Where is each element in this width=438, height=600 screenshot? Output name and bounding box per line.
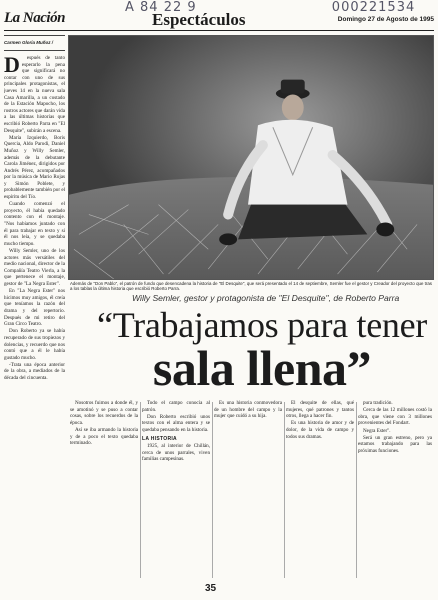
section-title: Espectáculos bbox=[152, 10, 246, 29]
intro-paragraph: -Trata una época anterior de la obra, a mediados de la década del cincuenta. bbox=[4, 361, 65, 382]
body-paragraph: Nosotros fuimos a donde él, y se amotinó y se puso a contar cosas, sobre los recuerdos de la época. bbox=[70, 400, 138, 426]
column-divider bbox=[284, 402, 285, 578]
issue-date: Domingo 27 de Agosto de 1995 bbox=[337, 16, 434, 23]
feature-photo bbox=[68, 35, 434, 280]
intro-paragraph: En "La Negra Ester" nos hicimos muy amigos, él creía que teníamos la razón del drama y del repertorio. Después de mi retiro del Gran Circo Teatro. bbox=[4, 288, 65, 328]
byline: Carmen Gloria Muñoz / bbox=[4, 35, 65, 51]
body-paragraph: Así se iba armando la historia y de a poco el texto quedaba terminado. bbox=[70, 426, 138, 447]
page-number: 35 bbox=[205, 583, 217, 594]
column-divider bbox=[140, 402, 141, 578]
photo-illustration bbox=[69, 36, 433, 279]
intro-paragraph: María Izquierdo, Boris Quercia, Aldo Parodi, Daniel Muñoz y Willy Semler, además de la debutante Carola Jiménez, dirigidos por Andrés Pérez, acompañados por la música de Mario Rojas y Simón Poblete, y probablemente también por el espíritu del Tío. bbox=[4, 134, 65, 201]
body-column-3 bbox=[214, 400, 282, 580]
column-divider bbox=[356, 402, 357, 578]
intro-paragraph: Willy Semler, uno de los actores más versátiles del medio nacional, director de la Compañía Teatro Vierla, a la que pertenece el montaje, gestor de "La Negra Ester". bbox=[4, 248, 65, 287]
photo-caption: Además de "Don Pablo", el patrón de fundo que desencadena la historia de "El Desquite", que será presentado el 14 de septiembre, Semler fue el gestor y Creador del proyecto que tras a los tablas la última historia que escribió Roberto Parra. bbox=[70, 281, 432, 292]
intro-paragraph: Cuando comenzó el proyecto, él había quedado contento con el montaje. "Nos habíamos juntado con él para trabajar en texto y si él nos leía, y se quedaba mucho tiempo. bbox=[4, 201, 65, 247]
body-column-4 bbox=[286, 400, 354, 580]
column-divider bbox=[212, 402, 213, 578]
intro-paragraph: Don Roberto ya se había recuperado de sus tropiezos y dolencias, y recuerdo que nos contó que a él le había gustado mucho. bbox=[4, 328, 65, 361]
section-subhead: LA HISTORIA bbox=[142, 435, 177, 442]
newspaper-logo: La Nación bbox=[4, 10, 65, 26]
masthead bbox=[4, 10, 434, 30]
body-paragraph: Cerca de las 12 millones costó la obra, que viene con 3 millones provenientes del Fondart. bbox=[358, 407, 432, 427]
body-paragraph: Negra Ester". bbox=[363, 427, 391, 434]
body-paragraph: El desquite de ellas, qué mujeres, qué patrones y tantos otros, llega a hacer fin. bbox=[286, 400, 354, 420]
body-paragraph: Será un gran estreno, pero ya estamos trabajando para las próximas funciones. bbox=[358, 434, 432, 454]
body-column-2 bbox=[142, 400, 210, 580]
archive-annotation-left: A 84 22 9 bbox=[125, 0, 197, 15]
masthead-rule bbox=[4, 30, 434, 31]
drop-cap: D bbox=[4, 55, 20, 77]
body-paragraph: Es una historia de amor y de dolor, de la vida de campo y todos sus dramas. bbox=[286, 420, 354, 440]
intro-paragraph: D espués de tanto esperarlo la pena que significará no contar con uno de sus principales protagonistas, el jueves 14 en la nueva sala Casa Amarilla, a un costado de la Estación Mapocho, los rostros actores que darán vida a las últimas historias que escribió Roberto Parra en "El Desquite", subirán a escena. bbox=[4, 55, 65, 134]
archive-annotation-right: 000221534 bbox=[331, 0, 416, 15]
body-column-1 bbox=[70, 400, 138, 580]
headline-line-1: “Trabajamos para tener bbox=[97, 305, 427, 345]
body-paragraph: pura tradición. bbox=[363, 400, 393, 406]
intro-column bbox=[4, 55, 65, 575]
body-paragraph: Es una historia conmovedora de un hombre del campo y la mujer que cuidó a su hija. bbox=[214, 400, 282, 420]
headline-line-2: sala llena” bbox=[152, 340, 372, 396]
body-column-5 bbox=[358, 400, 432, 580]
body-paragraph: Don Roberto escribió unos textos con el alma entera y se quedaba pensando en la historia. bbox=[142, 413, 210, 433]
body-paragraph: 1925, al interior de Chillán, cerca de unos parrales, viven familias campesinas. bbox=[142, 443, 210, 463]
body-paragraph: Todo el campo conocía al patrón. bbox=[142, 400, 210, 413]
headline-kicker: Willy Semler, gestor y protagonista de "El Desquite", de Roberto Parra bbox=[132, 293, 400, 303]
